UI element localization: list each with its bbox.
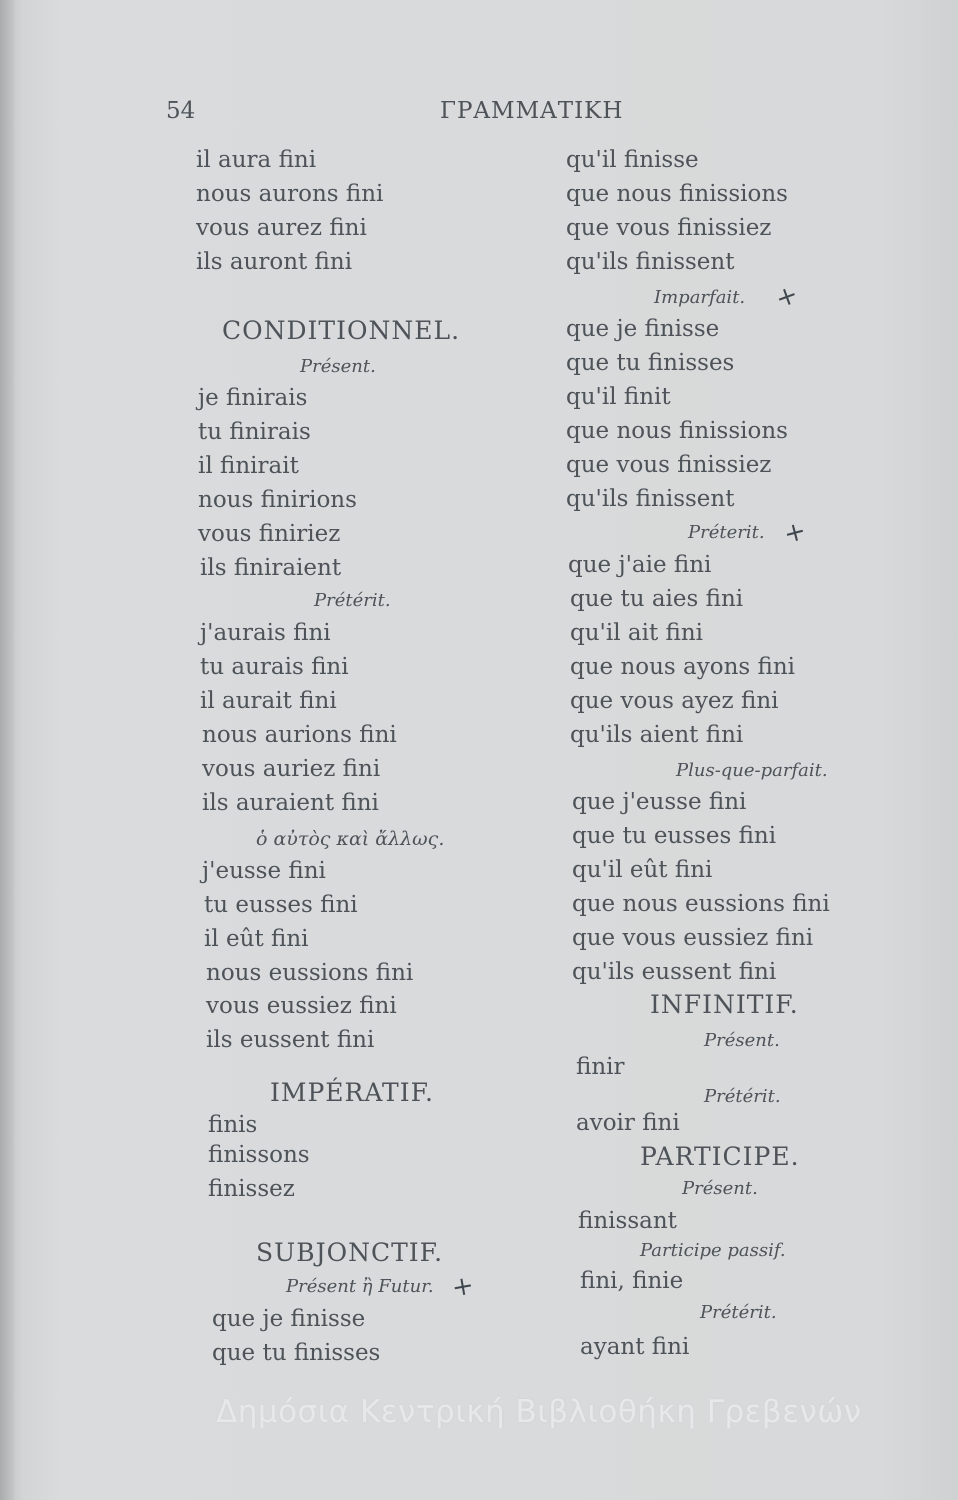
text-line: ils finiraient xyxy=(200,555,342,581)
text-line: tu eusses fini xyxy=(204,892,358,918)
text-line: que vous finissiez xyxy=(566,215,772,241)
text-line: que nous eussions fini xyxy=(572,891,830,917)
text-line: fini, finie xyxy=(580,1268,684,1294)
greek-note: ὁ αὐτὸς καὶ ἄλλως. xyxy=(256,828,445,850)
text-line: que nous finissions xyxy=(566,418,788,444)
text-line: finissant xyxy=(578,1208,677,1234)
text-line: que tu finisses xyxy=(566,350,735,376)
text-line: qu'il ait fini xyxy=(570,620,704,646)
text-line: que nous finissions xyxy=(566,181,788,207)
text-line: finissons xyxy=(208,1142,310,1168)
text-line: ils eussent fini xyxy=(206,1027,375,1053)
text-line: qu'ils finissent xyxy=(566,486,735,512)
handwritten-cross-mark: + xyxy=(449,1270,477,1304)
text-line: que j'aie fini xyxy=(568,552,712,578)
text-line: qu'il eût fini xyxy=(572,857,713,883)
text-line: que vous finissiez xyxy=(566,452,772,478)
subheading-imparfait: Imparfait. xyxy=(654,287,746,308)
text-line: il aurait fini xyxy=(200,688,337,714)
subheading-preterit: Prétérit. xyxy=(704,1086,781,1107)
section-heading-infinitif: INFINITIF. xyxy=(650,990,799,1019)
text-line: tu aurais fini xyxy=(200,654,349,680)
text-line: finissez xyxy=(208,1176,295,1202)
text-line: nous eussions fini xyxy=(206,960,414,986)
subheading-present: Présent. xyxy=(682,1178,758,1199)
subheading-present-futur: Présent ἢ Futur. xyxy=(286,1276,434,1297)
page-title: ΓΡΑΜΜΑΤΙΚΗ xyxy=(440,98,624,124)
text-line: il aura fini xyxy=(196,147,317,173)
text-line: vous eussiez fini xyxy=(206,993,397,1019)
text-line: que je finisse xyxy=(212,1306,366,1332)
text-line: j'aurais fini xyxy=(200,620,331,646)
subheading-preterit: Préterit. xyxy=(688,522,765,543)
text-line: qu'ils eussent fini xyxy=(572,959,777,985)
text-line: finir xyxy=(576,1054,625,1080)
handwritten-cross-mark: + xyxy=(780,515,810,551)
text-line: tu finirais xyxy=(198,419,311,445)
text-line: ils auront fini xyxy=(196,249,353,275)
text-line: vous auriez fini xyxy=(202,756,381,782)
page-spine-shadow xyxy=(0,0,14,1500)
section-heading-subjonctif: SUBJONCTIF. xyxy=(256,1238,444,1267)
text-line: ayant fini xyxy=(580,1334,690,1360)
text-line: que nous ayons fini xyxy=(570,654,796,680)
subheading-preterit: Prétérit. xyxy=(314,590,391,611)
section-heading-conditionnel: CONDITIONNEL. xyxy=(222,316,461,345)
subheading-present: Présent. xyxy=(300,356,376,377)
text-line: nous finirions xyxy=(198,487,357,513)
text-line: vous finiriez xyxy=(198,521,341,547)
subheading-participe-passif: Participe passif. xyxy=(640,1240,786,1261)
handwritten-cross-mark: + xyxy=(771,279,803,315)
text-line: ils auraient fini xyxy=(202,790,379,816)
text-line: nous aurions fini xyxy=(202,722,397,748)
text-line: que tu finisses xyxy=(212,1340,381,1366)
section-heading-imperatif: IMPÉRATIF. xyxy=(270,1078,435,1107)
text-line: qu'il finisse xyxy=(566,147,699,173)
text-line: que vous ayez fini xyxy=(570,688,779,714)
subheading-present: Présent. xyxy=(704,1030,780,1051)
text-line: que j'eusse fini xyxy=(572,789,747,815)
text-line: je finirais xyxy=(198,385,308,411)
subheading-preterit: Prétérit. xyxy=(700,1302,777,1323)
text-line: qu'il finit xyxy=(566,384,671,410)
page-number: 54 xyxy=(166,98,196,124)
text-line: que tu eusses fini xyxy=(572,823,777,849)
text-line: nous aurons fini xyxy=(196,181,384,207)
text-line: avoir fini xyxy=(576,1110,680,1136)
text-line: que vous eussiez fini xyxy=(572,925,814,951)
library-watermark: Δημόσια Κεντρική Βιβλιοθήκη Γρεβενών xyxy=(216,1394,862,1430)
text-line: j'eusse fini xyxy=(202,858,326,884)
text-line: finis xyxy=(208,1112,258,1138)
text-line: qu'ils finissent xyxy=(566,249,735,275)
section-heading-participe: PARTICIPE. xyxy=(640,1142,800,1171)
subheading-plus-que-parfait: Plus-que-parfait. xyxy=(676,760,828,781)
text-line: il finirait xyxy=(198,453,299,479)
text-line: il eût fini xyxy=(204,926,309,952)
text-line: vous aurez fini xyxy=(196,215,367,241)
text-line: que tu aies fini xyxy=(570,586,744,612)
text-line: qu'ils aient fini xyxy=(570,722,744,748)
text-line: que je finisse xyxy=(566,316,720,342)
